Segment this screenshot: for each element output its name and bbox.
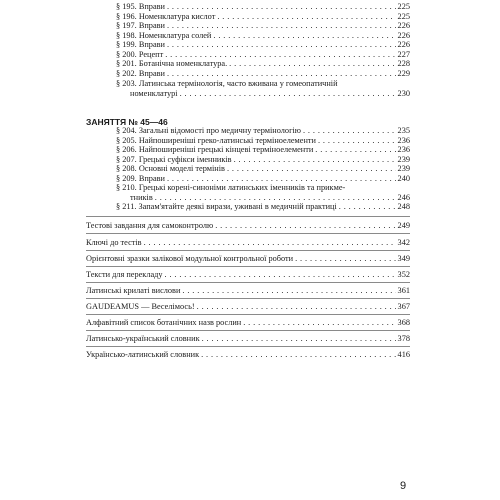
toc-entry: § 211. Запам'ятайте деякі вирази, уживані в медичній практиці . . . 248 [116, 202, 410, 212]
divider [86, 233, 410, 234]
divider [86, 250, 410, 251]
toc-entry: § 207. Грецькі суфікси іменників . . . 239 [116, 155, 410, 165]
toc-entry: § 202. Вправи . . . 229 [116, 69, 410, 79]
toc-entry: § 208. Основні моделі термінів . . . 239 [116, 164, 410, 174]
toc-main-entry: Латинсько-український словник . . . 378 [86, 334, 410, 344]
toc-entry: § 209. Вправи . . . 240 [116, 174, 410, 184]
divider [86, 282, 410, 283]
toc-main-entry: Тестові завдання для самоконтролю . . . 249 [86, 221, 410, 231]
divider [86, 346, 410, 347]
toc-main-entry: Латинські крилаті вислови . . . 361 [86, 286, 410, 296]
divider [86, 216, 410, 217]
lesson-heading: ЗАНЯТТЯ № 45—46 [86, 117, 168, 127]
toc-entry: § 206. Найпоширеніші грецькі кінцеві терміноелементи . . . 236 [116, 145, 410, 155]
toc-entry: § 197. Вправи . . . 226 [116, 21, 410, 31]
toc-entry: § 195. Вправи . . . 225 [116, 2, 410, 12]
toc-main-entry: Алфавітний список ботанічних назв рослин . . . 368 [86, 318, 410, 328]
toc-main-entry: Ключі до тестів . . . 342 [86, 238, 410, 248]
toc-entry: § 204. Загальні відомості про медичну термінологію . . . 235 [116, 126, 410, 136]
toc-entry: § 205. Найпоширеніші греко-латинські терміноелементи . . . 236 [116, 136, 410, 146]
divider [86, 314, 410, 315]
toc-entry: § 201. Ботанічна номенклатура. . . . 228 [116, 59, 410, 69]
divider [86, 298, 410, 299]
page-number: 9 [400, 480, 407, 492]
divider [86, 330, 410, 331]
toc-entry-multiline: § 203. Латинська термінологія, часто вживана у гомеопатичній номенклатурі . . . 230 [116, 79, 410, 98]
toc-main-entry: Українсько-латинський словник . . . 416 [86, 350, 410, 360]
toc-entry: § 196. Номенклатура кислот . . . 225 [116, 12, 410, 22]
toc-main-entry: Тексти для перекладу . . . 352 [86, 270, 410, 280]
toc-entry: § 198. Номенклатура солей . . . 226 [116, 31, 410, 41]
toc-entry: § 199. Вправи . . . 226 [116, 40, 410, 50]
toc-entry-multiline: § 210. Грецькі корені-синоніми латинських іменників та прикме- тників . . . 246 [116, 183, 410, 202]
toc-main-entry: Орієнтовні зразки залікової модульної контрольної роботи . . . 349 [86, 254, 410, 264]
toc-main-entry: GAUDEAMUS — Веселімось! . . . 367 [86, 302, 410, 312]
toc-entry: § 200. Рецепт . . . 227 [116, 50, 410, 60]
divider [86, 266, 410, 267]
